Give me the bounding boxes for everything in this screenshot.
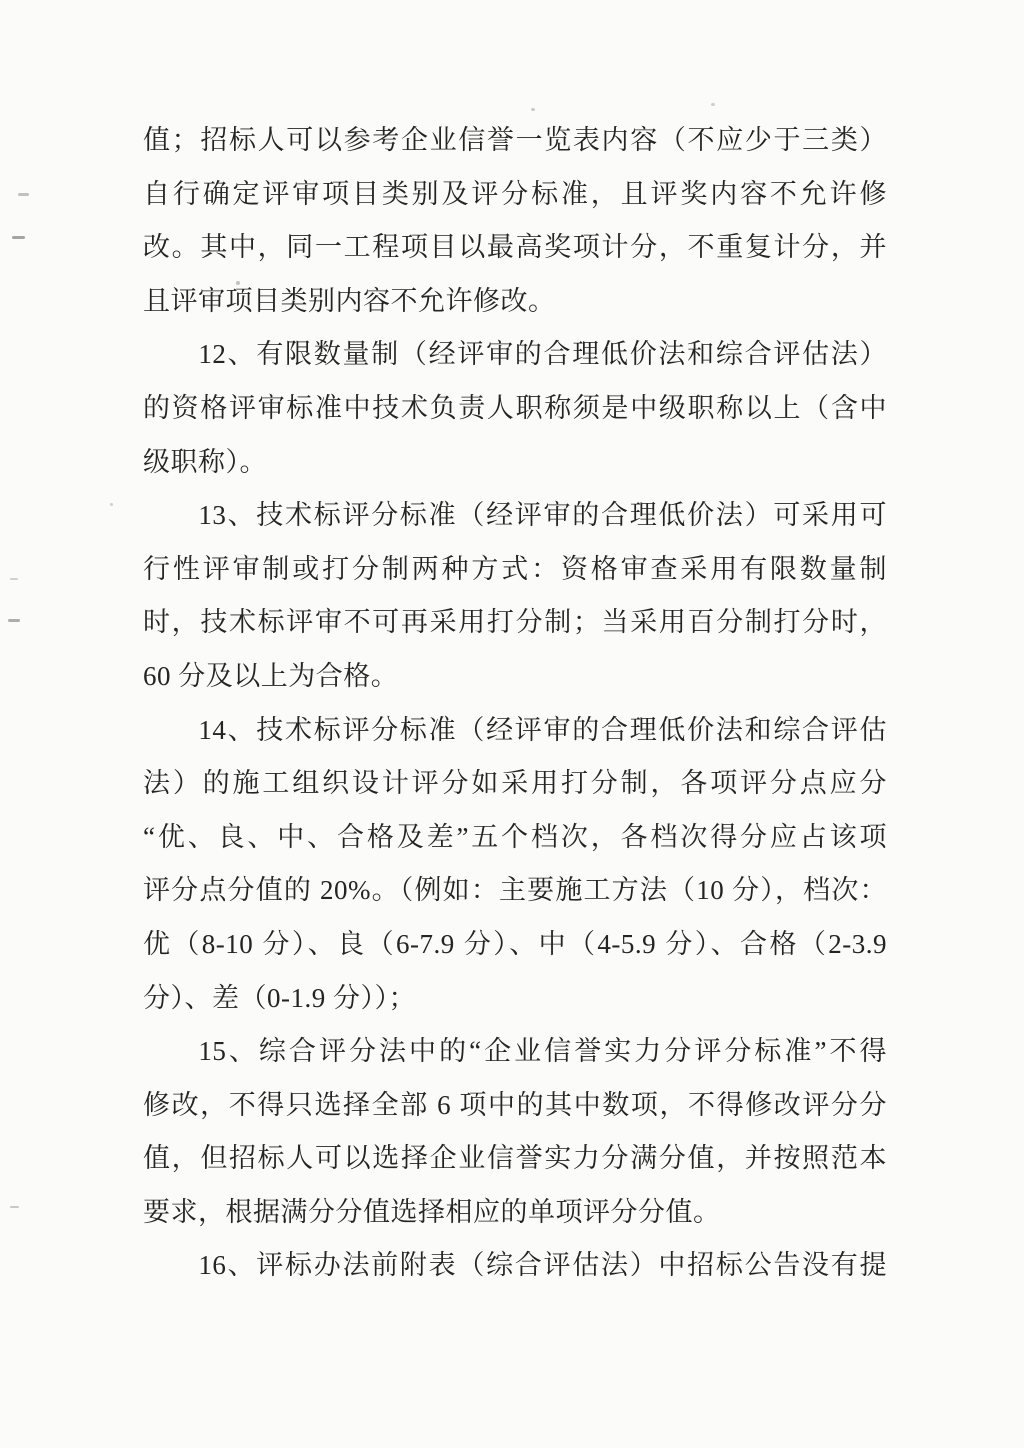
text-line: 且评审项目类别内容不允许修改。	[143, 285, 556, 316]
text-line: 级职称）。	[143, 446, 267, 477]
text-line: 值；招标人可以参考企业信誉一览表内容（不应少于三类）	[143, 125, 887, 155]
text-line: 13、技术标评分标准（经评审的合理低价法）可采用可	[198, 500, 887, 531]
text-line: 值，但招标人可以选择企业信誉实力分满分值，并按照范本	[143, 1143, 887, 1174]
text-line: 评分点分值的 20%。（例如：主要施工方法（10 分），档次：	[143, 875, 887, 906]
scan-artifact-dash	[12, 236, 25, 239]
text-line: 行性评审制或打分制两种方式：资格审查采用有限数量制	[143, 553, 887, 584]
scan-artifact-dash	[18, 193, 29, 196]
text-line: 法）的施工组织设计评分如采用打分制，各项评分点应分	[143, 768, 887, 799]
scan-speck	[531, 108, 535, 111]
document-text	[143, 114, 887, 1293]
scan-artifact-dash	[10, 1206, 19, 1208]
text-line: 14、技术标评分标准（经评审的合理低价法和综合评估	[198, 714, 887, 745]
text-line: 12、有限数量制（经评审的合理低价法和综合评估法）	[198, 339, 887, 370]
text-line: 改。其中，同一工程项目以最高奖项计分，不重复计分，并	[143, 232, 887, 263]
scan-speck	[110, 503, 113, 506]
scan-artifact-dash	[8, 619, 20, 622]
text-line: 优（8-10 分）、良（6-7.9 分）、中（4-5.9 分）、合格（2-3.9	[143, 928, 887, 959]
text-line: 15、综合评分法中的“企业信誉实力分评分标准”不得	[198, 1036, 887, 1067]
text-line: 自行确定评审项目类别及评分标准，且评奖内容不允许修	[143, 178, 887, 209]
scan-artifact-dash	[10, 578, 18, 580]
text-line: 要求，根据满分分值选择相应的单项评分分值。	[143, 1196, 721, 1227]
text-line: “优、良、中、合格及差”五个档次，各档次得分应占该项	[143, 821, 887, 852]
text-line: 60 分及以上为合格。	[143, 660, 399, 691]
text-line: 修改，不得只选择全部 6 项中的其中数项，不得修改评分分	[143, 1089, 887, 1120]
text-line: 16、评标办法前附表（综合评估法）中招标公告没有提	[198, 1250, 887, 1281]
scan-speck	[711, 103, 715, 106]
text-line: 分）、差（0-1.9 分））；	[143, 982, 416, 1013]
scan-speck	[236, 281, 240, 285]
text-line: 的资格评审标准中技术负责人职称须是中级职称以上（含中	[143, 392, 887, 423]
text-line: 时，技术标评审不可再采用打分制；当采用百分制打分时，	[143, 607, 887, 638]
